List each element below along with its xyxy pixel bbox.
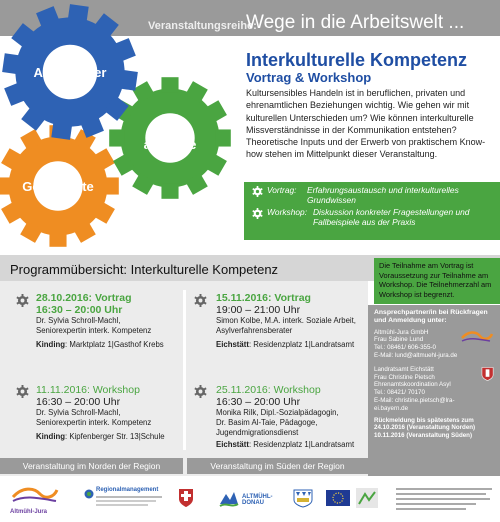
event-location-venue: : Residenzplatz 1|Landratsamt	[248, 340, 355, 349]
event-time: 16:30 – 20:00 Uhr	[36, 396, 121, 408]
bavaria-crest-icon	[292, 488, 314, 508]
format-row-workshop	[252, 207, 494, 227]
event-time: 16:30 – 20:00 Uhr	[36, 304, 123, 316]
series-title: Wege in die Arbeitswelt ...	[246, 12, 465, 33]
contact-block-1	[374, 329, 494, 360]
main-title: Interkulturelle Kompetenz	[246, 50, 468, 70]
event-location-city: Eichstätt	[216, 340, 249, 349]
altmuehl-jura-text: Altmühl-Jura	[10, 509, 48, 515]
altmuehl-donau-logo	[218, 490, 288, 510]
contact-heading: Ansprechpartner/in bei Rückfragen und Anmeldung unter:	[374, 309, 488, 324]
event-location-venue: : Kipfenberger Str. 13|Schule	[65, 432, 165, 441]
gear-icon	[16, 294, 29, 307]
event-date: 15.11.2016: Vortrag	[216, 292, 311, 304]
event-speaker-role: Dr. Basim Al-Taie, Pädagoge,	[216, 418, 318, 427]
logo-subline	[96, 504, 148, 506]
event-speaker: Dr. Sylvia Schroll-Machl,	[36, 408, 121, 417]
district-crest-icon	[178, 488, 194, 508]
participation-notice: Die Teilnahme am Vortrag ist Voraussetzung zur Teilnahme am Workshop. Die Teilnehmerzahl am Workshop ist begrenzt.	[374, 258, 500, 304]
contact-name: Frau Christine Pietsch	[374, 373, 435, 381]
event-speaker-org: Jugendmigrationsdienst	[216, 428, 299, 437]
funding-text-line	[396, 498, 490, 500]
format-row-vortrag	[252, 185, 494, 205]
event-south-2	[216, 384, 386, 450]
deadline-south: 10.11.2016 (Veranstaltung Süden)	[374, 432, 473, 440]
gear-label-gefluechtete: Geflüchtete	[22, 179, 94, 194]
eu-flag-icon	[326, 490, 350, 506]
sub-title: Vortrag & Workshop	[246, 70, 372, 85]
event-speaker: Monika Rilk, Dipl.-Sozialpädagogin,	[216, 408, 339, 417]
district-crest-icon	[481, 366, 494, 382]
logo-subline	[96, 500, 156, 502]
gear-icon	[194, 385, 207, 398]
altmuehl-donau-mark	[218, 490, 240, 508]
contact-email[interactable]: E-Mail: christine.pietsch@lra-ei.bayern.de	[374, 396, 455, 412]
contact-org: Altmühl-Jura GmbH	[374, 328, 429, 336]
funding-notice	[396, 486, 494, 516]
event-location	[216, 340, 386, 350]
altmuehl-jura-logo	[460, 329, 494, 343]
event-speaker-role: Seniorexpertin interk. Kompetenz	[36, 326, 152, 335]
event-date: 11.11.2016: Workshop	[36, 384, 140, 396]
gear-icon	[194, 294, 207, 307]
funding-text-line	[396, 508, 466, 510]
format-value: Diskussion konkreter Fragestellungen und Fallbeispiele aus der Praxis	[313, 207, 470, 227]
gear-icon	[16, 385, 29, 398]
funding-text-line	[396, 488, 492, 490]
contact-block-2	[374, 366, 494, 413]
series-label: Veranstaltungsreihe:	[148, 20, 257, 32]
north-region-label: Veranstaltung im Norden der Region	[0, 458, 183, 474]
event-location-city: Kinding	[36, 340, 66, 349]
gears-graphic	[0, 0, 250, 255]
event-north-1	[36, 292, 206, 350]
event-date: 28.10.2016: Vortrag	[36, 292, 132, 304]
event-location-venue: : Residenzplatz 1|Landratsamt	[248, 440, 355, 449]
altmuehl-jura-footer-logo	[10, 484, 60, 514]
regional-management-mark	[84, 489, 94, 499]
contact-org: Landratsamt Eichstätt	[374, 365, 434, 373]
regional-management-logo	[84, 486, 164, 516]
partner-logo-icon	[356, 488, 378, 508]
regional-management-text: Regionalmanagement	[96, 487, 159, 493]
event-north-2	[36, 384, 206, 442]
event-location-venue: : Marktplatz 1|Gasthof Krebs	[65, 340, 164, 349]
contact-role: Ehrenamtskoordination Asyl	[374, 381, 451, 389]
contact-name: Frau Sabine Lund	[374, 336, 424, 344]
event-location	[36, 432, 206, 442]
altmuehl-donau-text: ALTMÜHL-DONAU	[242, 494, 273, 506]
gear-icon	[252, 208, 263, 219]
format-value: Erfahrungsaustausch und interkulturelles Grundwissen	[307, 185, 459, 205]
contact-box	[368, 305, 500, 476]
format-key: Vortrag:	[267, 185, 297, 195]
contact-email[interactable]: E-Mail: lund@altmuehl-jura.de	[374, 351, 458, 359]
event-speaker-role: Asylverfahrensberater	[216, 326, 293, 335]
format-key: Workshop:	[267, 207, 308, 217]
contact-phone: Tel.: 08421/ 70170	[374, 389, 425, 397]
deadline-north: 24.10.2016 (Veranstaltung Norden)	[374, 424, 476, 432]
event-location	[36, 340, 206, 350]
format-box	[244, 182, 500, 240]
event-speaker: Simon Kolbe, M.A. interk. Soziale Arbeit,	[216, 316, 356, 325]
program-title: Programmübersicht: Interkulturelle Kompetenz	[10, 262, 279, 277]
event-speaker-role: Seniorexpertin interk. Kompetenz	[36, 418, 152, 427]
event-time: 16:30 – 20:00 Uhr	[216, 396, 301, 408]
gear-label-ehren: Ehren-	[149, 121, 191, 136]
logo-subline	[96, 496, 162, 498]
gear-icon	[252, 186, 263, 197]
event-date: 25.11.2016: Workshop	[216, 384, 321, 396]
intro-text: Kultursensibles Handeln ist in beruflichen, privaten und ehrenamtlichen Beziehungen wichtig. Wie gehen wir mit kulturellen Unterschieden um? Wie können interkulturelle Missverständnisse in der Kommunikation entstehen? Theoretische Inputs und der Erwerb von praktischem Know-how stehen im Mittelpunkt dieser Veranstaltung.	[246, 88, 486, 160]
event-location-city: Kinding	[36, 432, 66, 441]
contact-phone: Tel.: 08461/ 606-355-0	[374, 344, 436, 352]
event-south-1	[216, 292, 386, 350]
event-speaker: Dr. Sylvia Schroll-Machl,	[36, 316, 121, 325]
gear-label-arbeitgeber: Arbeitgeber	[33, 65, 107, 80]
deadline-heading: Rückmeldung bis spätestens zum	[374, 416, 474, 424]
funding-text-line	[396, 493, 486, 495]
logo-bar	[0, 476, 500, 522]
funding-text-line	[396, 503, 476, 505]
gear-label-amtliche: amtliche	[143, 137, 197, 152]
event-location-city: Eichstätt	[216, 440, 249, 449]
event-location	[216, 440, 386, 450]
altmuehl-jura-mark	[10, 484, 60, 504]
event-time: 19:00 – 21:00 Uhr	[216, 304, 301, 316]
south-region-label: Veranstaltung im Süden der Region	[187, 458, 368, 474]
